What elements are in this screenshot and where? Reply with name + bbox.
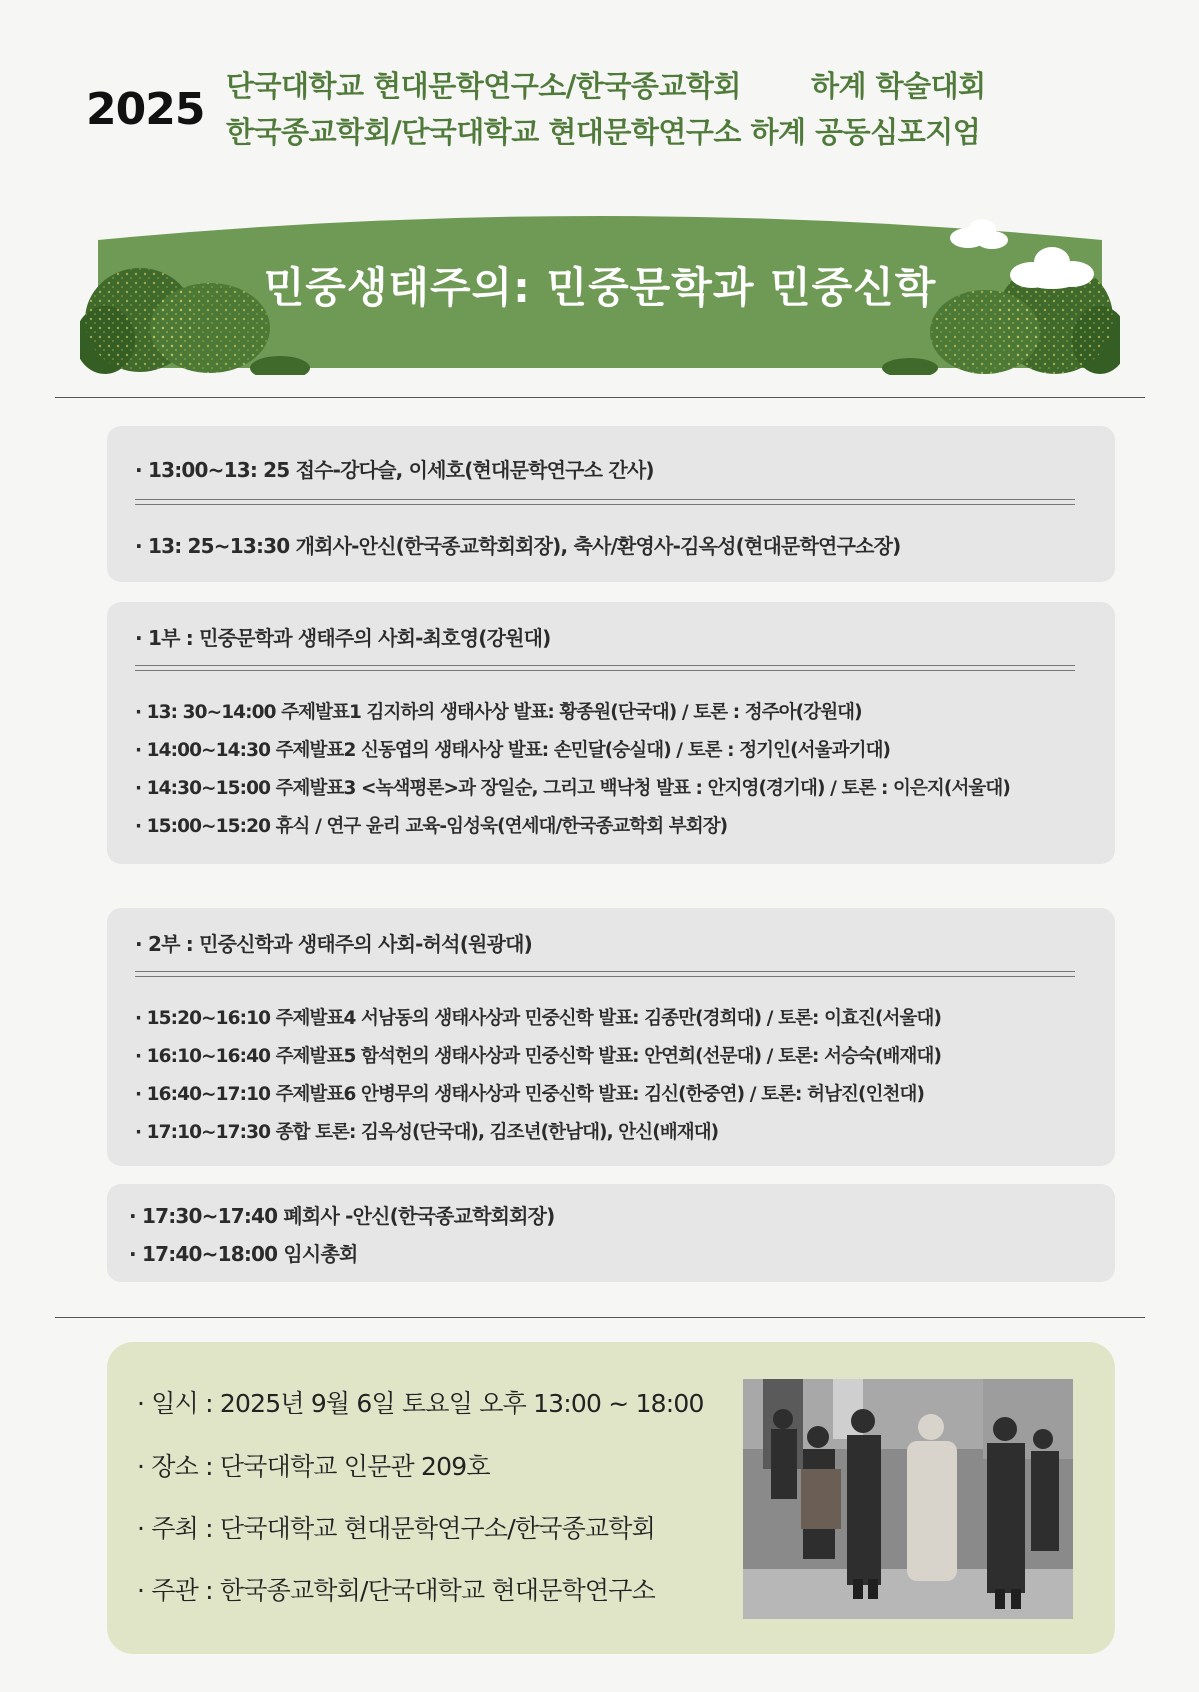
divider-bottom: [55, 1317, 1145, 1318]
photo-illustration: [743, 1379, 1073, 1619]
divider-top: [55, 397, 1145, 398]
cloud-icon: [950, 219, 1008, 249]
schedule-row: · 15:00~15:20 휴식 / 연구 윤리 교육-임성욱(연세대/한국종교학회 부회장): [135, 816, 728, 837]
info-venue: · 장소 : 단국대학교 인문관 209호: [137, 1452, 490, 1481]
schedule-row: · 16:40~17:10 주제발표6 안병무의 생태사상과 민중신학 발표: 김신(한중연) / 토론: 허남진(인천대): [135, 1084, 925, 1105]
double-divider: [135, 665, 1075, 671]
title-banner: [80, 200, 1120, 375]
part1-box: [107, 602, 1115, 864]
symposium-title: 민중생태주의: 민중문학과 민중신학: [263, 263, 937, 312]
historical-photo: [743, 1379, 1073, 1619]
schedule-row: · 14:30~15:00 주제발표3 <녹색평론>과 장일순, 그리고 백낙청 발표 : 안지영(경기대) / 토론 : 이은지(서울대): [135, 778, 1010, 799]
schedule-row: · 13:00~13: 25 접수-강다슬, 이세호(현대문학연구소 간사): [135, 458, 654, 482]
schedule-row: · 14:00~14:30 주제발표2 신동엽의 생태사상 발표: 손민달(숭실대) / 토론 : 정기인(서울과기대): [135, 740, 891, 761]
schedule-row: · 13: 30~14:00 주제발표1 김지하의 생태사상 발표: 황종원(단국대) / 토론 : 정주아(강원대): [135, 702, 862, 723]
header-line-1: [226, 64, 986, 105]
schedule-row: · 17:10~17:30 종합 토론: 김옥성(단국대), 김조년(한남대), 안신(배재대): [135, 1122, 719, 1143]
part1-heading: · 1부 : 민중문학과 생태주의 사회-최호영(강원대): [135, 626, 551, 650]
organizer-title: 단국대학교 현대문학연구소/한국종교학회: [226, 69, 741, 103]
header-line-2: 한국종교학회/단국대학교 현대문학연구소 하계 공동심포지엄: [226, 115, 981, 149]
schedule-row: · 16:10~16:40 주제발표5 함석헌의 생태사상과 민중신학 발표: 안연희(선문대) / 토론: 서승숙(배재대): [135, 1046, 942, 1067]
schedule-row: · 13: 25~13:30 개회사-안신(한국종교학회회장), 축사/환영사-김옥성(현대문학연구소장): [135, 534, 901, 558]
opening-box: [107, 426, 1115, 582]
info-organizer: · 주관 : 한국종교학회/단국대학교 현대문학연구소: [137, 1576, 655, 1605]
info-date: · 일시 : 2025년 9월 6일 토요일 오후 13:00 ~ 18:00: [137, 1389, 704, 1418]
schedule-row: · 15:20~16:10 주제발표4 서남동의 생태사상과 민중신학 발표: 김종만(경희대) / 토론: 이효진(서울대): [135, 1008, 942, 1029]
header: [86, 62, 1126, 162]
double-divider: [135, 499, 1075, 505]
part2-box: [107, 908, 1115, 1166]
event-info-box: [107, 1342, 1115, 1654]
event-type: 하계 학술대회: [810, 69, 986, 103]
closing-box: [107, 1184, 1115, 1282]
schedule-row: · 17:30~17:40 폐회사 -안신(한국종교학회회장): [129, 1204, 555, 1228]
info-host: · 주최 : 단국대학교 현대문학연구소/한국종교학회: [137, 1514, 655, 1543]
part2-heading: · 2부 : 민중신학과 생태주의 사회-허석(원광대): [135, 932, 532, 956]
double-divider: [135, 971, 1075, 977]
schedule-row: · 17:40~18:00 임시총회: [129, 1242, 358, 1266]
year-label: 2025: [86, 84, 205, 135]
